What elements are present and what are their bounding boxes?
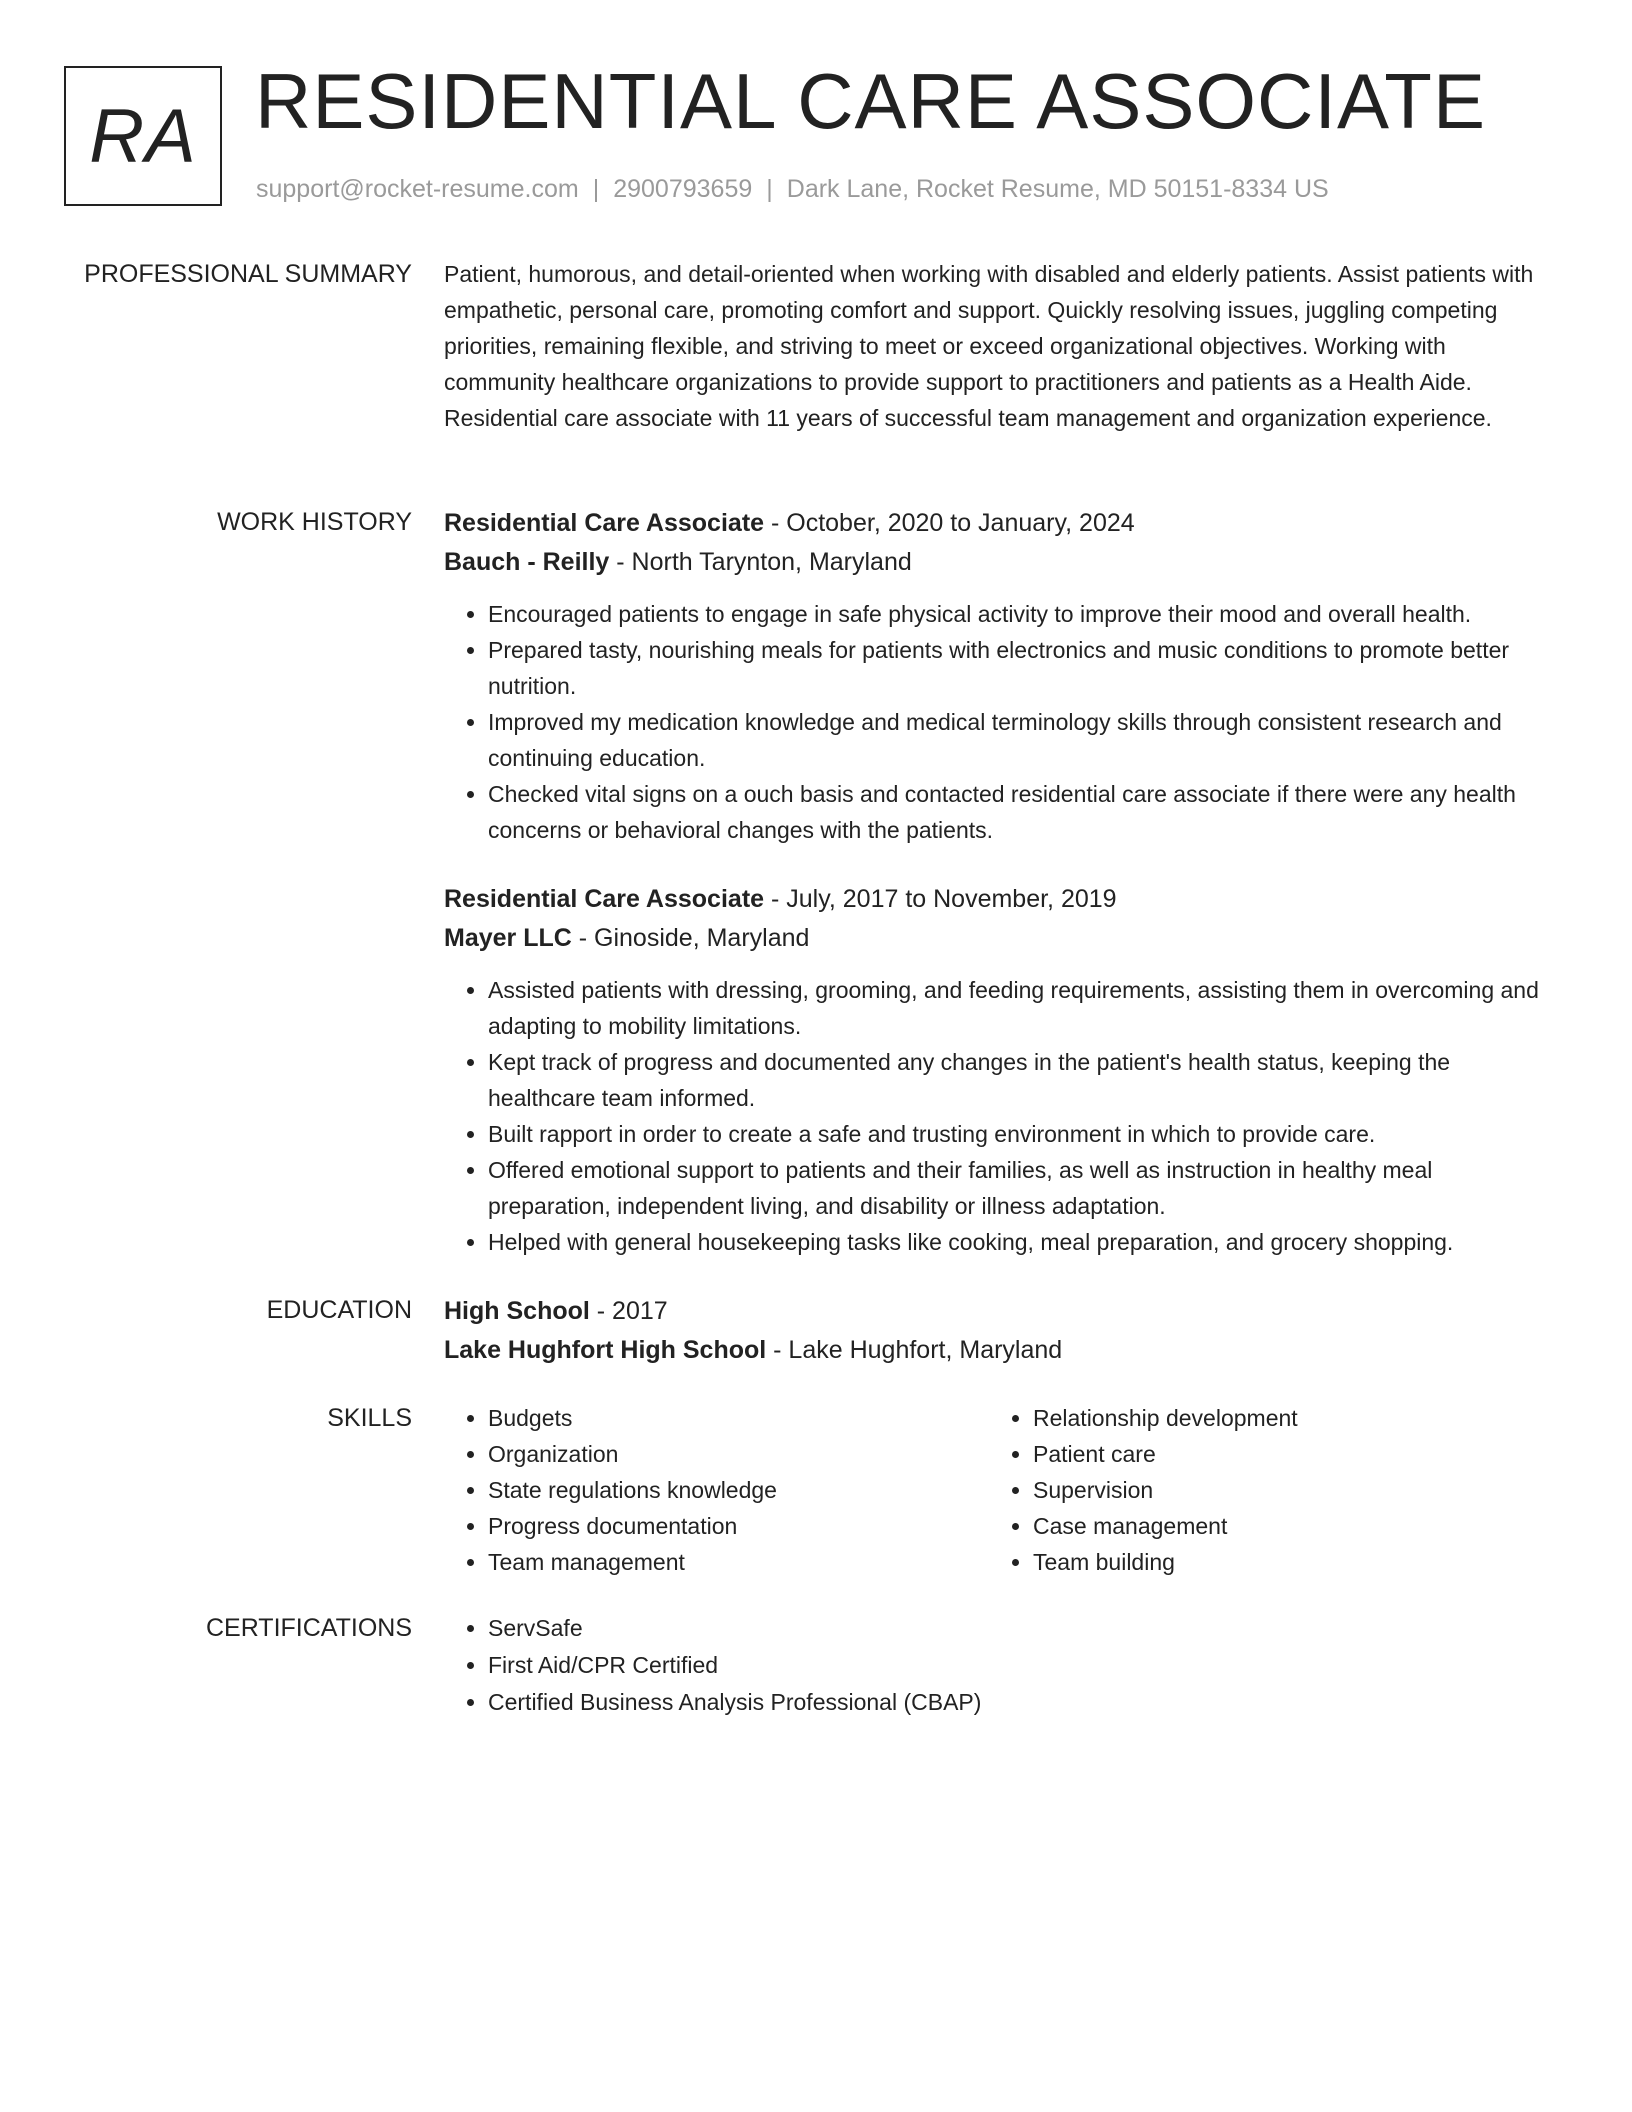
job-bullet: • Checked vital signs on a ouch basis and contacted residential care associate if there were any health concerns or behavioral changes with the patients. — [488, 776, 1544, 848]
education-year: - 2017 — [589, 1297, 668, 1325]
contact-phone: 2900793659 — [613, 175, 753, 203]
education-degree: High School — [444, 1297, 590, 1325]
section-heading-work-history: WORK HISTORY — [217, 508, 412, 536]
contact-address: Dark Lane, Rocket Resume, MD 50151-8334 US — [786, 175, 1329, 203]
section-heading-education: EDUCATION — [266, 1296, 412, 1324]
certifications-list — [444, 1610, 1544, 1721]
skill-item: • Team building — [1033, 1544, 1533, 1580]
job-bullet: • Kept track of progress and documented any changes in the patient's health status, keeping the healthcare team informed. — [488, 1044, 1544, 1116]
contact-separator: | — [592, 175, 600, 203]
resume-title: RESIDENTIAL CARE ASSOCIATE — [255, 57, 1486, 145]
contact-separator: | — [766, 175, 773, 203]
skill-item: • Relationship development — [1033, 1400, 1533, 1436]
job-company-line — [444, 919, 1544, 958]
job-dates: - October, 2020 to January, 2024 — [764, 509, 1135, 537]
job-company-line — [444, 543, 1544, 582]
job-bullet: • Prepared tasty, nourishing meals for patients with electronics and music conditions to promote better nutrition. — [488, 632, 1544, 704]
skill-item: • Supervision — [1033, 1472, 1533, 1508]
job-bullet: • Encouraged patients to engage in safe physical activity to improve their mood and overall health. — [488, 596, 1544, 632]
contact-line — [256, 172, 1329, 206]
job-title: Residential Care Associate — [444, 509, 765, 537]
job-title-line — [444, 504, 1544, 543]
certification-item: • First Aid/CPR Certified — [488, 1647, 1544, 1684]
skill-item: • Budgets — [488, 1400, 988, 1436]
job-bullets — [444, 972, 1544, 1260]
education-degree-line — [444, 1292, 1544, 1331]
job-entry — [444, 504, 1544, 848]
section-heading-skills: SKILLS — [327, 1404, 412, 1432]
job-company: Mayer LLC — [444, 924, 572, 952]
certification-item: • ServSafe — [488, 1610, 1544, 1647]
section-heading-summary: PROFESSIONAL SUMMARY — [84, 260, 412, 288]
job-bullet: • Helped with general housekeeping tasks like cooking, meal preparation, and grocery shopping. — [488, 1224, 1544, 1260]
skills-list-right — [989, 1400, 1533, 1580]
job-bullet: • Assisted patients with dressing, grooming, and feeding requirements, assisting them in overcoming and adapting to mobility limitations. — [488, 972, 1544, 1044]
section-heading-certifications: CERTIFICATIONS — [205, 1614, 412, 1642]
skill-item: • Organization — [488, 1436, 988, 1472]
education-school: Lake Hughfort High School — [444, 1336, 767, 1364]
skill-item: • Case management — [1033, 1508, 1533, 1544]
education-location: - Lake Hughfort, Maryland — [766, 1336, 1063, 1364]
job-company: Bauch - Reilly — [444, 548, 610, 576]
job-entry — [444, 880, 1544, 1260]
skill-item: • Progress documentation — [488, 1508, 988, 1544]
skill-item: • Patient care — [1033, 1436, 1533, 1472]
contact-email: support@rocket-resume.com — [256, 175, 579, 203]
job-dates: - July, 2017 to November, 2019 — [764, 885, 1117, 913]
job-bullet: • Improved my medication knowledge and medical terminology skills through consistent research and continuing education. — [488, 704, 1544, 776]
monogram-text: RA — [89, 93, 197, 179]
skill-item: • Team management — [488, 1544, 988, 1580]
job-title-line — [444, 880, 1544, 919]
job-bullet: • Offered emotional support to patients and their families, as well as instruction in healthy meal preparation, independent living, and disability or illness adaptation. — [488, 1152, 1544, 1224]
job-location: - Ginoside, Maryland — [571, 924, 810, 952]
skills-list-left — [444, 1400, 988, 1580]
summary-text: Patient, humorous, and detail-oriented when working with disabled and elderly patients. Assist patients with empathetic, personal care, promoting comfort and support. Quickly resolving issues, juggling competing priorities, remaining flexible, and striving to meet or exceed organizational objectives. Working with community healthcare organizations to provide support to practitioners and patients as a Health Aide. Residential care associate with 11 years of successful team management and organization experience. — [444, 261, 1534, 431]
education-school-line — [444, 1331, 1544, 1370]
job-bullet: • Built rapport in order to create a safe and trusting environment in which to provide care. — [488, 1116, 1544, 1152]
job-title: Residential Care Associate — [444, 885, 765, 913]
job-bullets — [444, 596, 1544, 848]
job-location: - North Tarynton, Maryland — [609, 548, 912, 576]
monogram-badge — [64, 66, 222, 206]
certification-item: • Certified Business Analysis Professional (CBAP) — [488, 1684, 1544, 1721]
skill-item: • State regulations knowledge — [488, 1472, 988, 1508]
